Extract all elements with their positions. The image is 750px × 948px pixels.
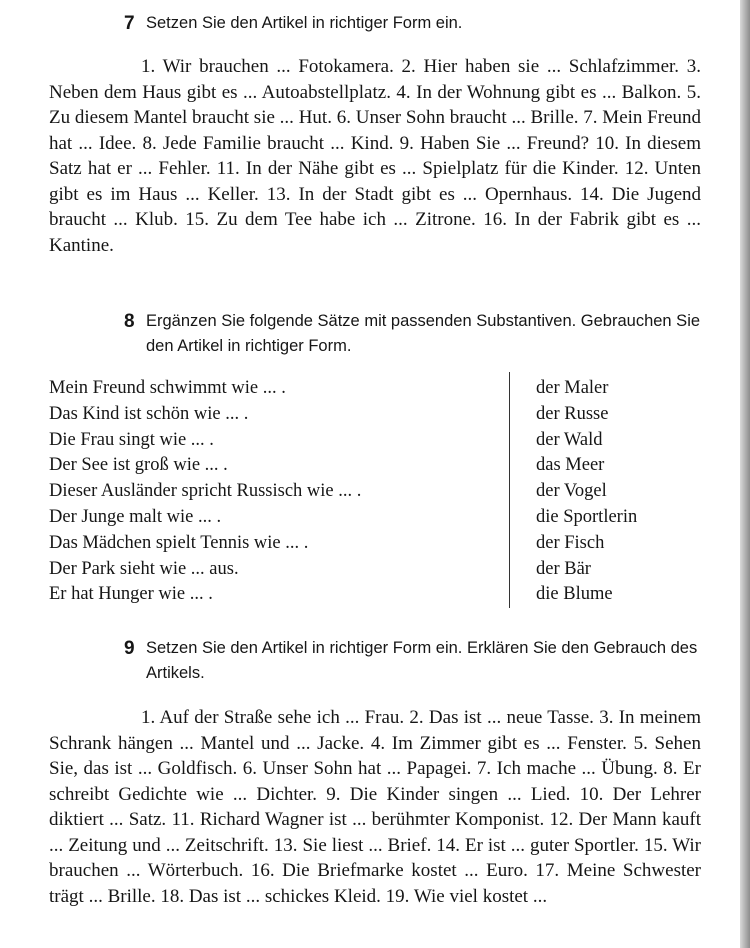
- exercise-7-text: 1. Wir brauchen ... Fotokamera. 2. Hier haben sie ... Schlafzimmer. 3. Neben dem Haus gibt es ... Autoabstellplatz. 4. In der Wohnung gibt es ... Balkon. 5. Zu diesem Mantel braucht sie ... Hut. 6. Unser Sohn braucht ... Brille. 7. Mein Freund hat ... Idee. 8. Jede Familie braucht ... Kind. 9. Haben Sie ... Freund? 10. In diesem Satz hat er ... Fehler. 11. In der Nähe gibt es ... Spielplatz für die Kinder. 12. Unten gibt es im Haus ... Keller. 13. In der Stadt gibt es ... Opernhaus. 14. Die Jugend braucht ... Klub. 15. Zu dem Tee habe ich ... Zitrone. 16. In der Fabrik gibt es ... Kantine.: [49, 56, 701, 256]
- noun-item: das Meer: [536, 455, 605, 476]
- exercise-7-number: 7: [124, 13, 135, 34]
- exercise-8-number: 8: [124, 311, 135, 332]
- noun-item: die Blume: [536, 584, 613, 605]
- noun-item: der Maler: [536, 378, 609, 398]
- exercise-9-instruction: Setzen Sie den Artikel in richtiger Form ein. Erklären Sie den Gebrauch des Artikels.: [146, 639, 698, 682]
- page-edge-shadow: [740, 0, 750, 948]
- noun-item: der Wald: [536, 429, 603, 450]
- column-divider: [509, 372, 510, 608]
- sentence-item: Der Park sieht wie ... aus.: [49, 558, 239, 579]
- exercise-9-text: 1. Auf der Straße sehe ich ... Frau. 2. Das ist ... neue Tasse. 3. In meinem Schrank hängen ... Mantel und ... Jacke. 4. Im Zimmer gibt es ... Fenster. 5. Sehen Sie, das ist ... Goldfisch. 6. Unser Sohn hat ... Papagei. 7. Ich mache ... Übung. 8. Er schreibt Gedichte wie ... Dichter. 9. Die Kinder singen ... Lied. 10. Der Lehrer diktiert ... Satz. 11. Richard Wagner ist ... berühmter Komponist. 12. Der Mann kauft ... Zeitung und ... Zeitschrift. 13. Sie liest ... Brief. 14. Er ist ... guter Sportler. 15. Wir brauchen ... Wörterbuch. 16. Die Briefmarke kostet ... Euro. 17. Meine Schwester trägt ... Brille. 18. Das ist ... schickes Kleid. 19. Wie viel kostet ...: [49, 707, 701, 907]
- exercise-9-number: 9: [124, 638, 135, 659]
- exercise-8-nouns: [536, 376, 716, 608]
- noun-item: der Fisch: [536, 532, 605, 553]
- noun-item: die Sportlerin: [536, 506, 638, 527]
- noun-item: der Russe: [536, 403, 609, 424]
- sentence-item: Der See ist groß wie ... .: [49, 455, 228, 476]
- exercise-8-sentences: [49, 376, 499, 608]
- exercise-9-heading: [124, 636, 706, 686]
- noun-item: der Vogel: [536, 481, 607, 502]
- sentence-item: Das Kind ist schön wie ... .: [49, 403, 249, 424]
- exercise-7-instruction: Setzen Sie den Artikel in richtiger Form ein.: [146, 14, 463, 32]
- noun-item: der Bär: [536, 558, 591, 579]
- sentence-item: Der Junge malt wie ... .: [49, 506, 222, 527]
- exercise-7-heading: [124, 11, 706, 36]
- sentence-item: Er hat Hunger wie ... .: [49, 584, 213, 605]
- exercise-8-heading: [124, 309, 706, 359]
- sentence-item: Mein Freund schwimmt wie ... .: [49, 378, 286, 398]
- sentence-item: Dieser Ausländer spricht Russisch wie ... .: [49, 481, 362, 502]
- sentence-item: Das Mädchen spielt Tennis wie ... .: [49, 532, 309, 553]
- sentence-item: Die Frau singt wie ... .: [49, 429, 214, 450]
- exercise-8-instruction: Ergänzen Sie folgende Sätze mit passenden Substantiven. Gebrauchen Sie den Artikel in richtiger Form.: [146, 312, 701, 355]
